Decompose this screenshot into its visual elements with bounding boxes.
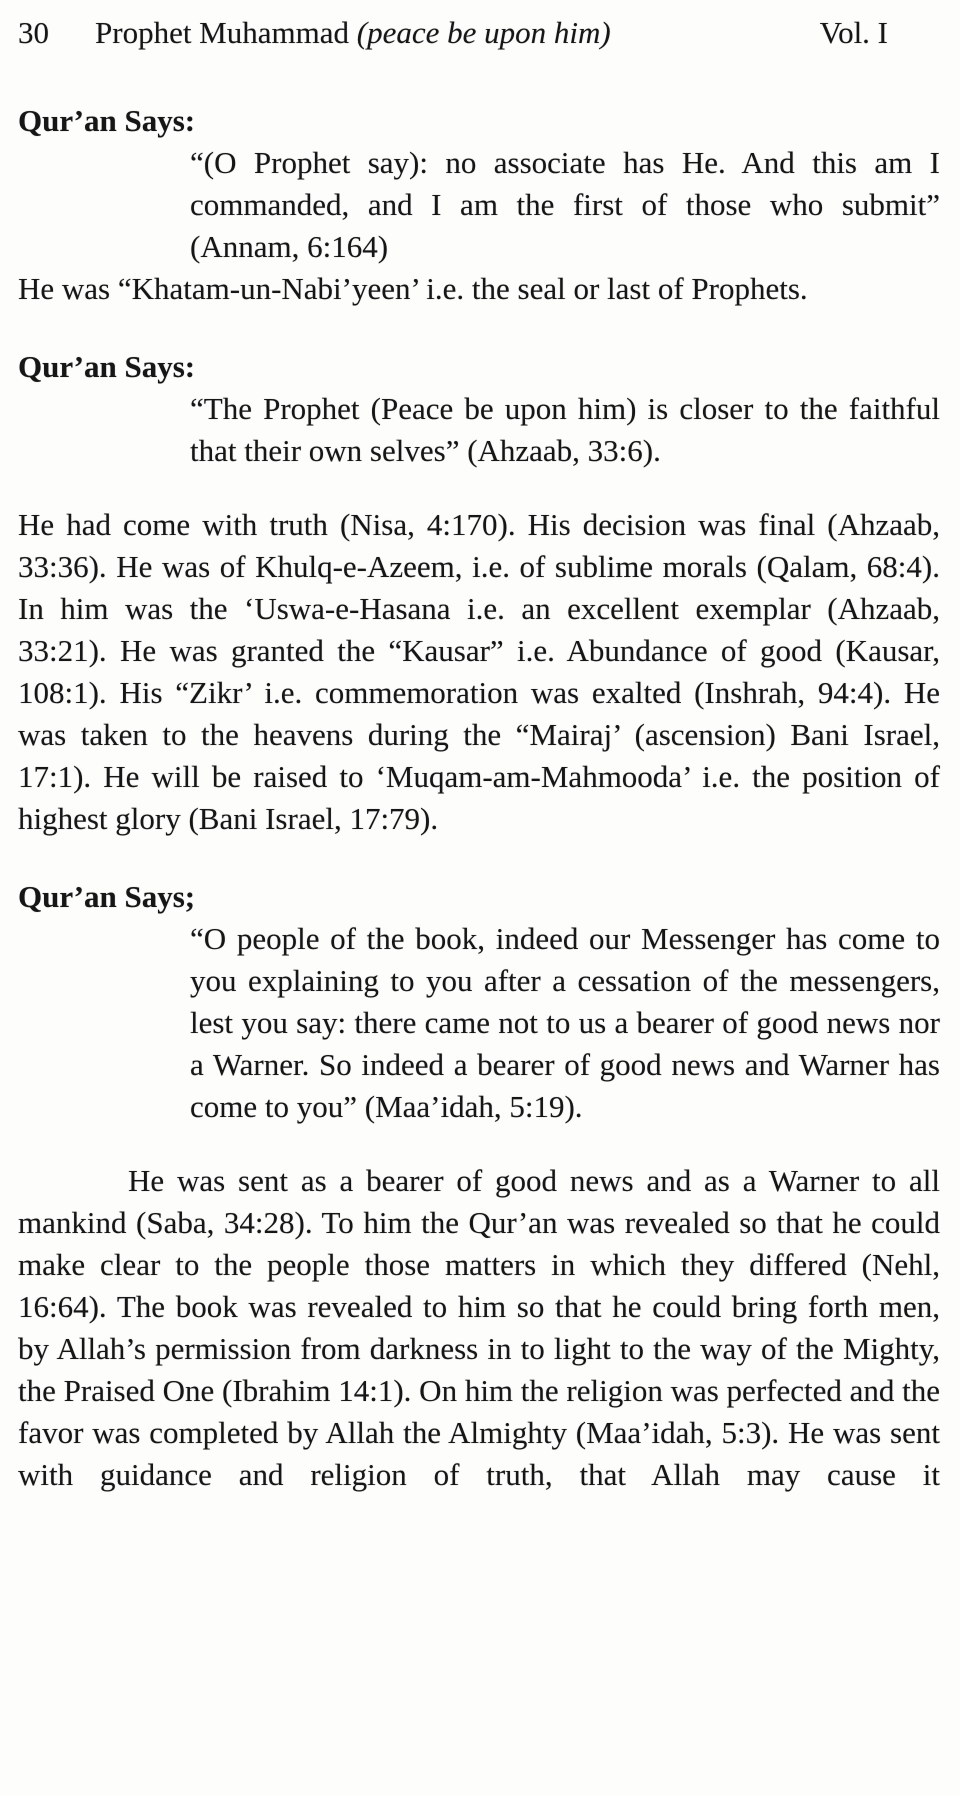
quran-quote-3: “O people of the book, indeed our Messenger has come to you explaining to you after a cessation of the messengers, lest you say: there came not to us a bearer of good news nor a Warner. So indeed a bearer of good news and Warner has come to you” (Maa’idah, 5:19). xyxy=(190,921,940,1124)
body-text-khatam: He was “Khatam-un-Nabi’yeen’ i.e. the seal or last of Prophets. xyxy=(18,271,808,306)
running-title-italic: (peace be upon him) xyxy=(356,15,611,50)
quran-quote-1: “(O Prophet say): no associate has He. And this am I commanded, and I am the first of those who submit” (Annam, 6:164) xyxy=(190,145,940,264)
running-title-regular: Prophet Muhammad xyxy=(95,15,357,50)
quran-says-heading-1: Qur’an Says: xyxy=(18,103,196,138)
page-number: 30 xyxy=(18,15,49,50)
body-paragraph-2: He was sent as a bearer of good news and as a Warner to all mankind (Saba, 34:28). To him the Qur’an was revealed so that he could make clear to the people those matters in which they differed (Nehl, 16:64). The book was revealed to him so that he could bring forth men, by Allah’s permission from darkness in to light to the way of the Mighty, the Praised One (Ibrahim 14:1). On him the religion was perfected and the favor was completed by Allah the Almighty (Maa’idah, 5:3). He was sent with guidance and religion of truth, that Allah may cause it xyxy=(18,1163,940,1492)
body-paragraph-1: He had come with truth (Nisa, 4:170). His decision was final (Ahzaab, 33:36). He was of Khulq-e-Azeem, i.e. of sublime morals (Qalam, 68:4). In him was the ‘Uswa-e-Hasana i.e. an excellent exemplar (Ahzaab, 33:21). He was granted the “Kausar” i.e. Abundance of good (Kausar, 108:1). His “Zikr’ i.e. commemoration was exalted (Inshrah, 94:4). He was taken to the heavens during the “Mairaj’ (ascension) Bani Israel, 17:1). He will be raised to ‘Muqam-am-Mahmooda’ i.e. the position of highest glory (Bani Israel, 17:79). xyxy=(18,507,940,836)
quran-says-heading-3: Qur’an Says; xyxy=(18,879,196,914)
quran-quote-2: “The Prophet (Peace be upon him) is closer to the faithful that their own selves” (Ahzaab, 33:6). xyxy=(190,391,940,468)
volume-label: Vol. I xyxy=(819,15,888,50)
quran-says-heading-2: Qur’an Says: xyxy=(18,349,196,384)
page-header xyxy=(18,12,940,54)
running-title xyxy=(95,12,611,54)
